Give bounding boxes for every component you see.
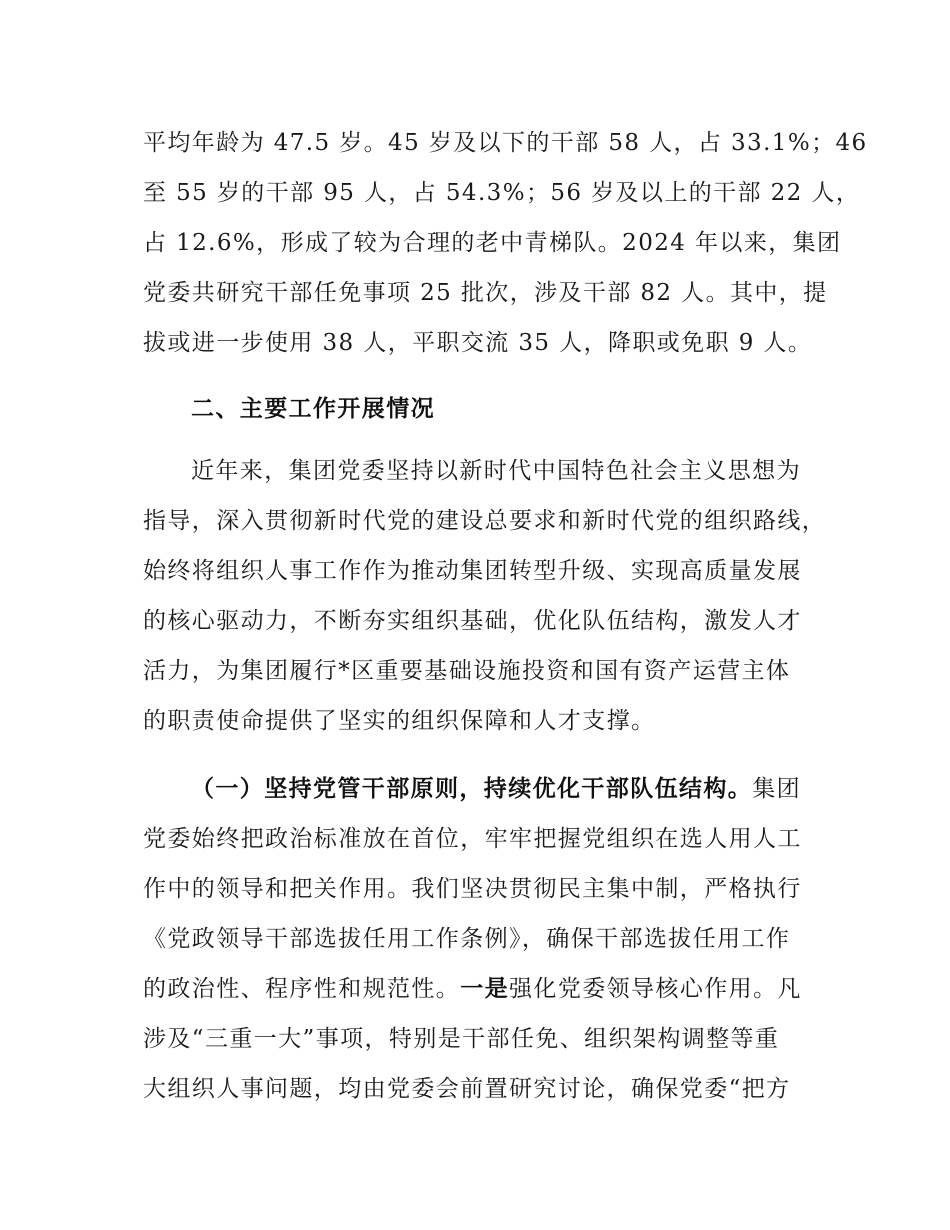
- paragraph-2-line-4: 的核心驱动力，不断夯实组织基础，优化队伍结构，激发人才: [143, 608, 802, 634]
- paragraph-2-line-1: 近年来，集团党委坚持以新时代中国特色社会主义思想为: [191, 458, 801, 484]
- paragraph-1-line-3: 占 12.6%，形成了较为合理的老中青梯队。2024 年以来，集团: [143, 230, 842, 256]
- paragraph-3-subheading: （一）坚持党管干部原则，持续优化干部队伍结构。: [191, 776, 753, 802]
- paragraph-2-line-3: 始终将组织人事工作作为推动集团转型升级、实现高质量发展: [143, 558, 802, 584]
- paragraph-3-line-1: [191, 772, 801, 806]
- paragraph-3-line-1-rest: 集团: [752, 776, 802, 802]
- paragraph-3-line-6: 涉及“三重一大”事项，特别是干部任免、组织架构调整等重: [143, 1026, 780, 1052]
- paragraph-1-line-1: 平均年龄为 47.5 岁。45 岁及以下的干部 58 人，占 33.1%；46: [143, 130, 868, 156]
- paragraph-2-line-5: 活力，为集团履行*区重要基础设施投资和国有资产运营主体: [143, 658, 791, 684]
- paragraph-3-line-7: 大组织人事问题，均由党委会前置研究讨论，确保党委“把方: [143, 1076, 791, 1102]
- section-heading: 二、主要工作开展情况: [191, 396, 435, 422]
- paragraph-1-line-5: 拔或进一步使用 38 人，平职交流 35 人，降职或免职 9 人。: [143, 330, 813, 356]
- paragraph-1-line-2: 至 55 岁的干部 95 人，占 54.3%；56 岁及以上的干部 22 人，: [143, 180, 861, 206]
- paragraph-1-line-4: 党委共研究干部任免事项 25 批次，涉及干部 82 人。其中，提: [143, 280, 828, 306]
- paragraph-3-line-5: [143, 972, 802, 1006]
- paragraph-3-line-3: 作中的领导和把关作用。我们坚决贯彻民主集中制，严格执行: [143, 876, 802, 902]
- paragraph-2-line-6: 的职责使命提供了坚实的组织保障和人才支撑。: [143, 708, 656, 734]
- paragraph-3-marker: 一是: [460, 976, 510, 1002]
- paragraph-3-line-5-prefix: 的政治性、程序性和规范性。: [143, 976, 461, 1002]
- paragraph-3-line-2: 党委始终把政治标准放在首位，牢牢把握党组织在选人用人工: [143, 826, 802, 852]
- paragraph-3-line-5-suffix: 强化党委领导核心作用。凡: [509, 976, 802, 1002]
- paragraph-2-line-2: 指导，深入贯彻新时代党的建设总要求和新时代党的组织路线，: [143, 508, 827, 534]
- paragraph-3-line-4: 《党政领导干部选拔任用工作条例》，确保干部选拔任用工作: [143, 926, 791, 952]
